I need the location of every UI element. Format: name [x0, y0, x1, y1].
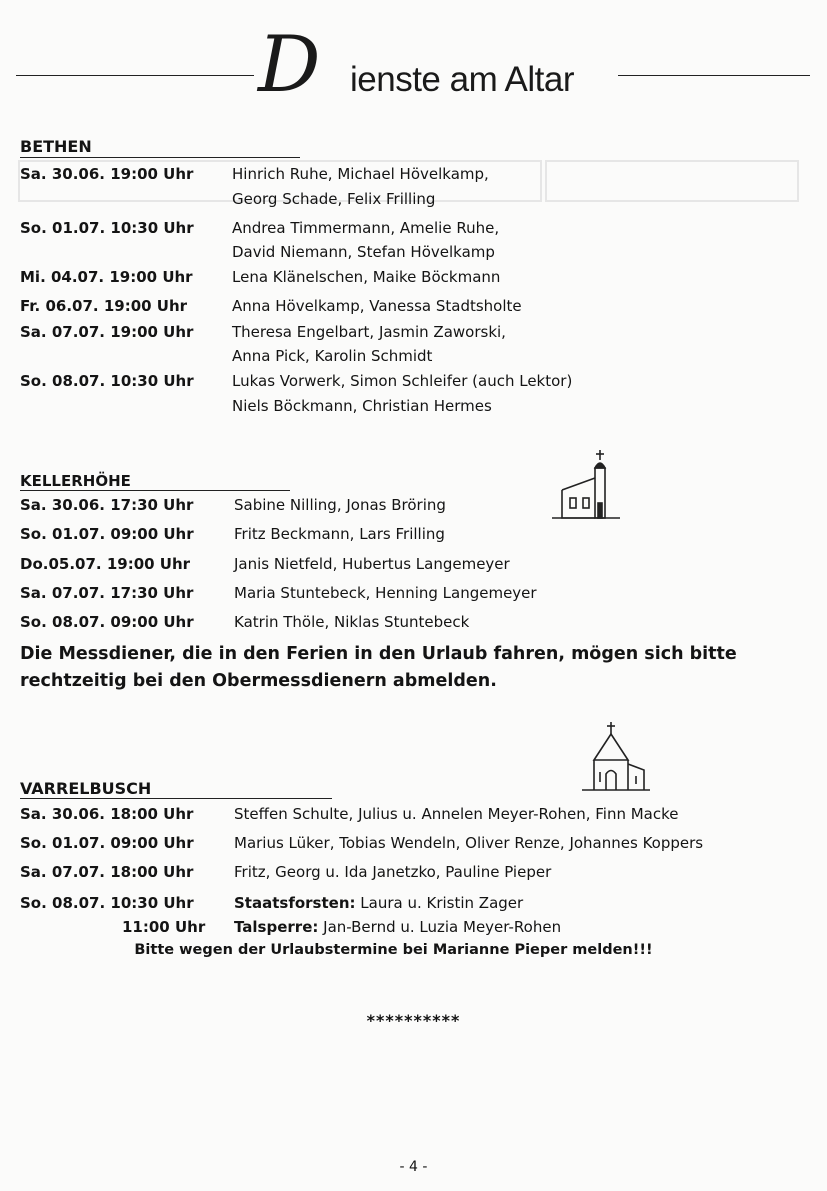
section-rule	[20, 798, 332, 799]
names: Sabine Nilling, Jonas Bröring	[234, 496, 446, 514]
varrelbusch-note: Bitte wegen der Urlaubstermine bei Marianne Pieper melden!!!	[134, 942, 653, 958]
chapel-icon	[578, 720, 653, 795]
section-heading-kellerhoehe: KELLERHÖHE	[20, 472, 131, 490]
names: Fritz Beckmann, Lars Frilling	[234, 525, 445, 543]
names: Janis Nietfeld, Hubertus Langemeyer	[234, 555, 510, 573]
date-time: So. 01.07. 09:00 Uhr	[20, 834, 194, 852]
names: Niels Böckmann, Christian Hermes	[232, 397, 492, 415]
names: Hinrich Ruhe, Michael Hövelkamp,	[232, 165, 489, 183]
date-time: Fr. 06.07. 19:00 Uhr	[20, 297, 188, 315]
date-time: So. 01.07. 10:30 Uhr	[20, 219, 194, 237]
names-group	[234, 891, 523, 916]
section-heading-varrelbusch: VARRELBUSCH	[20, 779, 152, 798]
date-time: Sa. 30.06. 18:00 Uhr	[20, 805, 194, 823]
names: Anna Pick, Karolin Schmidt	[232, 347, 433, 365]
chapel-icon	[550, 448, 625, 523]
names: Marius Lüker, Tobias Wendeln, Oliver Renze, Johannes Koppers	[234, 834, 704, 852]
names: Jan-Bernd u. Luzia Meyer-Rohen	[318, 918, 562, 936]
header-rule-right	[618, 75, 810, 76]
date-time: Sa. 30.06. 19:00 Uhr	[20, 165, 194, 183]
location-label: Staatsforsten:	[234, 894, 356, 912]
notice-text: Die Messdiener, die in den Ferien in den Urlaub fahren, mögen sich bitte rechtzeitig bei den Obermessdienern abmelden.	[20, 644, 737, 691]
names: David Niemann, Stefan Hövelkamp	[232, 243, 495, 261]
section-rule	[20, 490, 290, 491]
date-time: Sa. 07.07. 18:00 Uhr	[20, 863, 194, 881]
date-time: Sa. 07.07. 19:00 Uhr	[20, 323, 194, 341]
date-time: So. 08.07. 10:30 Uhr	[20, 894, 194, 912]
date-time: Mi. 04.07. 19:00 Uhr	[20, 268, 193, 286]
title-initial: D	[258, 20, 321, 110]
names: Laura u. Kristin Zager	[355, 894, 524, 912]
names: Lena Klänelschen, Maike Böckmann	[232, 268, 501, 286]
title-text: ienste am Altar	[350, 60, 574, 99]
section-rule	[20, 157, 300, 158]
names: Anna Hövelkamp, Vanessa Stadtsholte	[232, 297, 522, 315]
date-time: So. 01.07. 09:00 Uhr	[20, 525, 194, 543]
names: Lukas Vorwerk, Simon Schleifer (auch Lektor)	[232, 372, 573, 390]
names: Andrea Timmermann, Amelie Ruhe,	[232, 219, 500, 237]
location-label: Talsperre:	[234, 918, 319, 936]
page-title	[258, 20, 618, 110]
bleed-through-box	[545, 160, 799, 202]
section-heading-bethen: BETHEN	[20, 137, 92, 156]
names: Maria Stuntebeck, Henning Langemeyer	[234, 584, 537, 602]
names-group	[234, 915, 561, 940]
date-time: Sa. 30.06. 17:30 Uhr	[20, 496, 194, 514]
header-rule-left	[16, 75, 254, 76]
names: Katrin Thöle, Niklas Stuntebeck	[234, 613, 470, 631]
date-time: Do.05.07. 19:00 Uhr	[20, 555, 191, 573]
names: Theresa Engelbart, Jasmin Zaworski,	[232, 323, 506, 341]
date-time: So. 08.07. 10:30 Uhr	[20, 372, 194, 390]
date-time: 11:00 Uhr	[122, 918, 206, 936]
page-number: - 4 -	[399, 1159, 428, 1175]
names: Georg Schade, Felix Frilling	[232, 190, 436, 208]
stars-divider: **********	[366, 1011, 461, 1030]
date-time: So. 08.07. 09:00 Uhr	[20, 613, 194, 631]
names: Steffen Schulte, Julius u. Annelen Meyer-Rohen, Finn Macke	[234, 805, 679, 823]
date-time: Sa. 07.07. 17:30 Uhr	[20, 584, 194, 602]
names: Fritz, Georg u. Ida Janetzko, Pauline Pieper	[234, 863, 552, 881]
